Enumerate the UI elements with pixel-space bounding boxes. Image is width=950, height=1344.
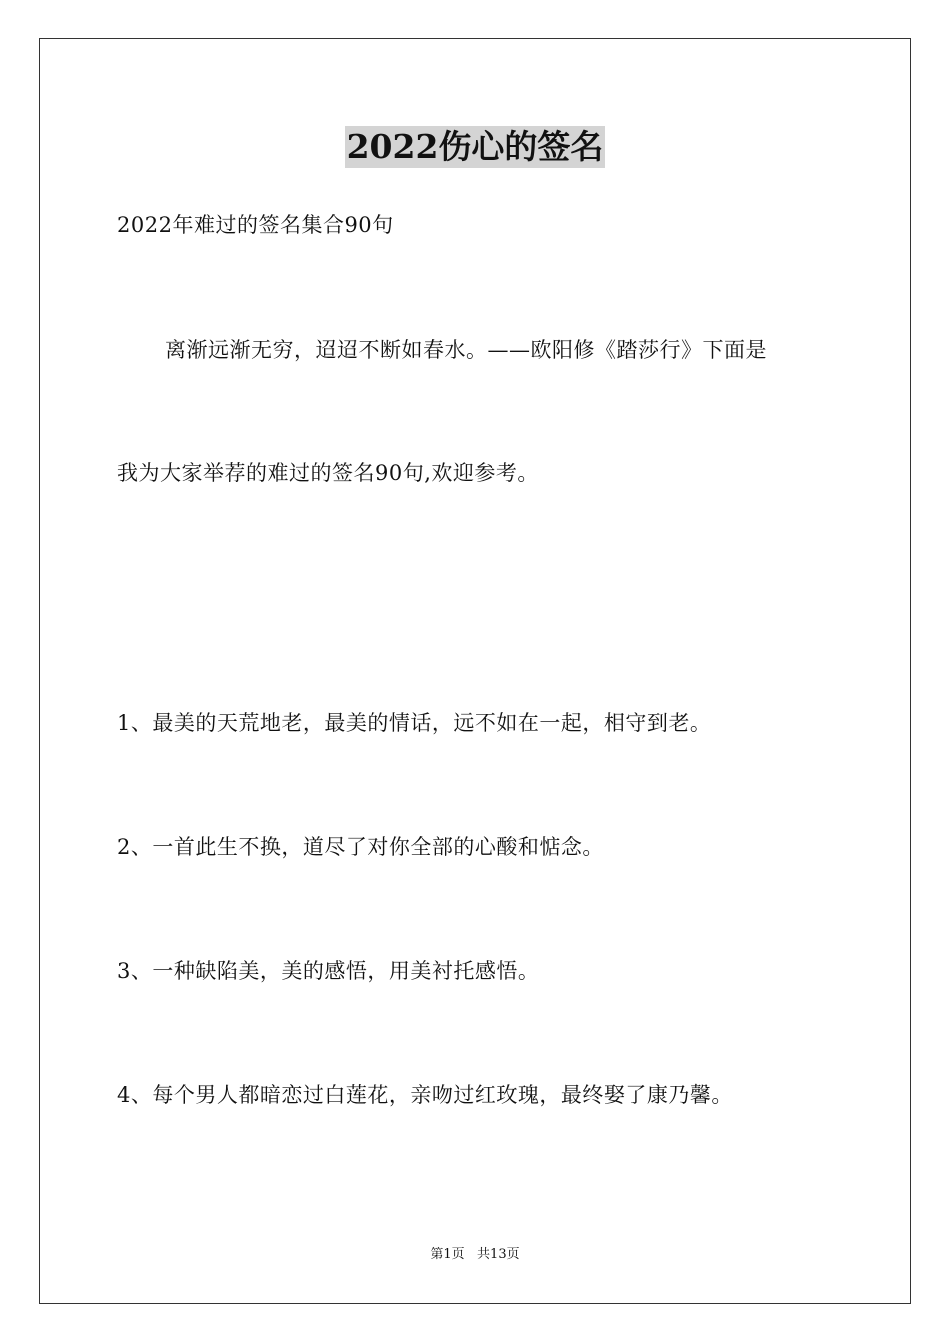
list-item-2: 2、一首此生不换，道尽了对你全部的心酸和惦念。	[117, 835, 604, 859]
document-subtitle: 2022年难过的签名集合90句	[117, 213, 394, 237]
intro-paragraph-line-1: 离渐远渐无穷，迢迢不断如春水。——欧阳修《踏莎行》下面是	[165, 338, 767, 362]
list-item-4: 4、每个男人都暗恋过白莲花，亲吻过红玫瑰，最终娶了康乃馨。	[117, 1083, 733, 1107]
list-item-1: 1、最美的天荒地老，最美的情话，远不如在一起，相守到老。	[117, 711, 712, 735]
document-title: 2022伤心的签名	[346, 127, 604, 166]
title-container	[0, 126, 950, 168]
intro-paragraph-line-2: 我为大家举荐的难过的签名90句,欢迎参考。	[117, 461, 539, 485]
page-footer: 第1页 共13页	[430, 1247, 520, 1262]
list-item-3: 3、一种缺陷美，美的感悟，用美衬托感悟。	[117, 959, 540, 983]
